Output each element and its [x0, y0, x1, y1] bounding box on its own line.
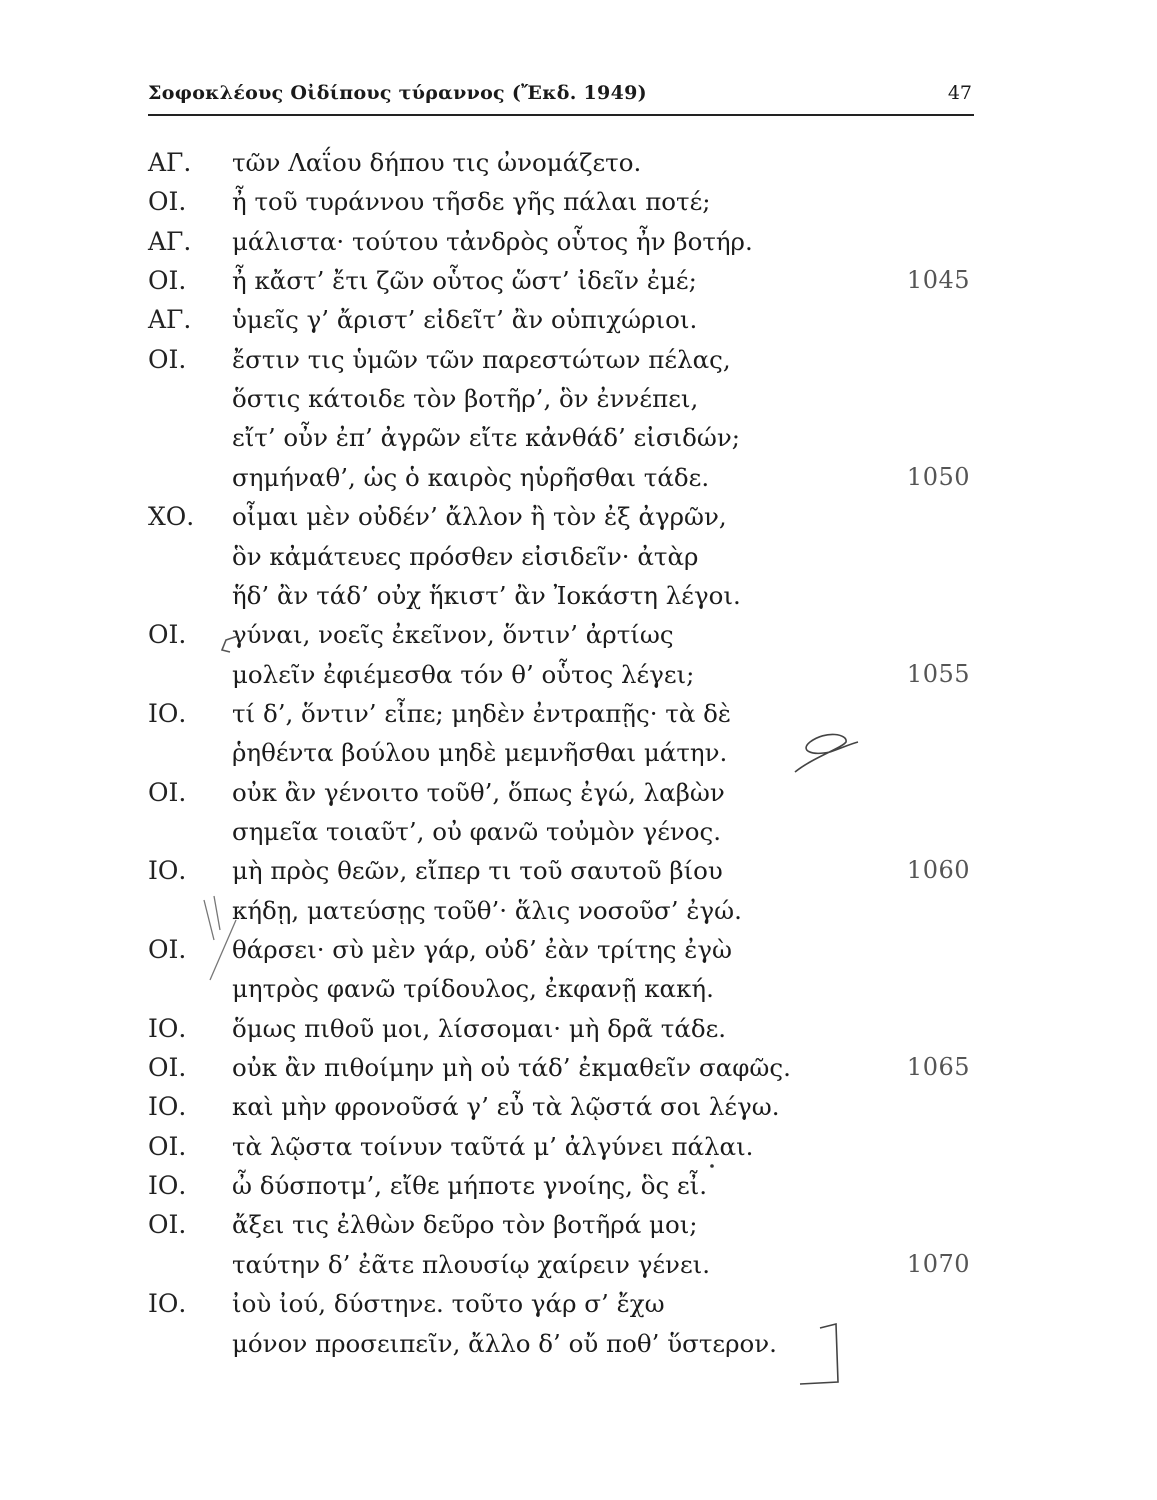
- verse-line: [0, 345, 1157, 385]
- verse-text: ἔστιν τις ὑμῶν τῶν παρεστώτων πέλας,: [232, 344, 731, 374]
- verse-text: ἦ κἄστ’ ἔτι ζῶν οὗτος ὥστ’ ἰδεῖν ἐμέ;: [232, 266, 697, 296]
- verse-text: ὃν κἀμάτευες πρόσθεν εἰσιδεῖν· ἀτὰρ: [232, 541, 699, 571]
- verse-line: [0, 423, 1157, 463]
- verse-line: [0, 266, 1157, 306]
- verse-line: [0, 305, 1157, 345]
- running-title: Σοφοκλέους Οἰδίπους τύραννος (Ἔκδ. 1949): [148, 82, 647, 104]
- speaker-label: ΟΙ.: [148, 935, 187, 964]
- verse-text: ὅστις κάτοιδε τὸν βοτῆρ’, ὃν ἐννέπει,: [232, 384, 699, 414]
- verse-text: μὴ πρὸς θεῶν, εἴπερ τι τοῦ σαυτοῦ βίου: [232, 856, 723, 886]
- speaker-label: ΑΓ.: [148, 305, 192, 335]
- verse-line: [0, 620, 1157, 660]
- speaker-label: ΟΙ.: [148, 187, 187, 217]
- verse-line: [0, 896, 1157, 936]
- verse-text: τὰ λῷστα τοίνυν ταῦτά μ’ ἀλγύνει πάλαι.: [232, 1131, 754, 1161]
- verse-text: μόνον προσειπεῖν, ἄλλο δ’ οὔ ποθ’ ὕστερον.: [232, 1328, 777, 1358]
- verse-text: οὐκ ἂν πιθοίμην μὴ οὐ τάδ’ ἐκμαθεῖν σαφῶς.: [232, 1053, 791, 1083]
- verse-line: [0, 1210, 1157, 1250]
- verse-text: μάλιστα· τούτου τἀνδρὸς οὗτος ἦν βοτήρ.: [232, 226, 753, 256]
- verse-line: [0, 1053, 1157, 1093]
- verse-text: τί δ’, ὅντιν’ εἶπε; μηδὲν ἐντραπῇς· τὰ δὲ: [232, 698, 732, 728]
- line-number: 1045: [906, 266, 970, 295]
- verse-line: [0, 738, 1157, 778]
- verse-text: ῥηθέντα βούλου μηδὲ μεμνῆσθαι μάτην.: [232, 738, 728, 768]
- verse-line: [0, 778, 1157, 818]
- verse-text: ἰοὺ ἰού, δύστηνε. τοῦτο γάρ σ’ ἔχω: [232, 1289, 665, 1319]
- verse-line: [0, 1132, 1157, 1172]
- speaker-label: ΙΟ.: [148, 1092, 187, 1122]
- verse-line: [0, 581, 1157, 621]
- line-number: 1070: [906, 1249, 970, 1278]
- verse-line: [0, 1289, 1157, 1329]
- verse-text: ὅμως πιθοῦ μοι, λίσσομαι· μὴ δρᾶ τάδε.: [232, 1013, 727, 1043]
- verse-text: ταύτην δ’ ἐᾶτε πλουσίῳ χαίρειν γένει.: [232, 1249, 711, 1279]
- verse-line: [0, 856, 1157, 896]
- verse-line: [0, 660, 1157, 700]
- line-number: 1050: [906, 462, 970, 491]
- speaker-label: ΑΓ.: [148, 226, 192, 256]
- verse-text: θάρσει· σὺ μὲν γάρ, οὐδ’ ἐὰν τρίτης ἐγὼ: [232, 935, 733, 964]
- verse-line: [0, 463, 1157, 503]
- speaker-label: ΑΓ.: [148, 148, 192, 177]
- verse-line: [0, 1250, 1157, 1290]
- verse-text: μολεῖν ἐφιέμεσθα τόν θ’ οὗτος λέγει;: [232, 659, 695, 689]
- line-number: 1055: [906, 659, 970, 688]
- header-rule: [148, 114, 974, 116]
- verse-line: [0, 187, 1157, 227]
- verse-text: οὐκ ἂν γένοιτο τοῦθ’, ὅπως ἐγώ, λαβὼν: [232, 777, 725, 807]
- verse-text: τῶν Λαΐου δήπου τις ὠνομάζετο.: [232, 148, 642, 177]
- speaker-label: ΙΟ.: [148, 1171, 187, 1201]
- speaker-label: ΧΟ.: [148, 502, 195, 532]
- verse-line: [0, 817, 1157, 857]
- verse-text: σημεῖα τοιαῦτ’, οὐ φανῶ τοὐμὸν γένος.: [232, 816, 722, 846]
- speaker-label: ΟΙ.: [148, 777, 187, 807]
- verse-line: [0, 384, 1157, 424]
- verse-text: ἥδ’ ἂν τάδ’ οὐχ ἥκιστ’ ἂν Ἰοκάστη λέγοι.: [232, 580, 741, 610]
- speaker-label: ΙΟ.: [148, 856, 187, 886]
- verse-line: [0, 1171, 1157, 1211]
- verse-line: [0, 1014, 1157, 1054]
- speaker-label: ΙΟ.: [148, 1013, 187, 1043]
- verse-text: ὦ δύσποτμ’, εἴθε μήποτε γνοίης, ὃς εἶ.: [232, 1171, 708, 1201]
- verse-text: γύναι, νοεῖς ἐκεῖνον, ὅντιν’ ἀρτίως: [232, 620, 674, 650]
- verse-text: μητρὸς φανῶ τρίδουλος, ἐκφανῇ κακή.: [232, 974, 714, 1004]
- verse-text: σημήναθ’, ὡς ὁ καιρὸς ηὑρῆσθαι τάδε.: [232, 462, 710, 492]
- line-number: 1060: [906, 856, 970, 885]
- verse-line: [0, 1329, 1157, 1369]
- speaker-label: ΙΟ.: [148, 698, 187, 728]
- verse-text: ἦ τοῦ τυράννου τῆσδε γῆς πάλαι ποτέ;: [232, 187, 711, 217]
- verse-line: [0, 974, 1157, 1014]
- verse-line: [0, 502, 1157, 542]
- verse-text: καὶ μὴν φρονοῦσά γ’ εὖ τὰ λῷστά σοι λέγω.: [232, 1092, 780, 1122]
- speaker-label: ΟΙ.: [148, 1053, 187, 1083]
- speaker-label: ΟΙ.: [148, 1210, 187, 1240]
- speaker-label: ΟΙ.: [148, 1131, 187, 1161]
- running-header: [148, 82, 972, 112]
- verse-line: [0, 935, 1157, 975]
- speaker-label: ΟΙ.: [148, 344, 187, 374]
- verse-text: ἄξει τις ἐλθὼν δεῦρο τὸν βοτῆρά μοι;: [232, 1210, 698, 1240]
- verse-text: ὑμεῖς γ’ ἄριστ’ εἰδεῖτ’ ἂν οὑπιχώριοι.: [232, 305, 698, 335]
- verse-line: [0, 542, 1157, 582]
- verse-line: [0, 1092, 1157, 1132]
- page-number: 47: [947, 82, 972, 104]
- speaker-label: ΟΙ.: [148, 620, 187, 650]
- line-number: 1065: [906, 1053, 970, 1082]
- verse-text: κήδῃ, ματεύσῃς τοῦθ’· ἅλις νοσοῦσ’ ἐγώ.: [232, 895, 742, 925]
- verse-line: [0, 699, 1157, 739]
- verse-text: εἴτ’ οὖν ἐπ’ ἀγρῶν εἴτε κἀνθάδ’ εἰσιδών;: [232, 423, 741, 453]
- verse-line: [0, 148, 1157, 188]
- verse-text: οἶμαι μὲν οὐδέν’ ἄλλον ἢ τὸν ἐξ ἀγρῶν,: [232, 502, 727, 532]
- speaker-label: ΙΟ.: [148, 1289, 187, 1319]
- speaker-label: ΟΙ.: [148, 266, 187, 296]
- verse-line: [0, 227, 1157, 267]
